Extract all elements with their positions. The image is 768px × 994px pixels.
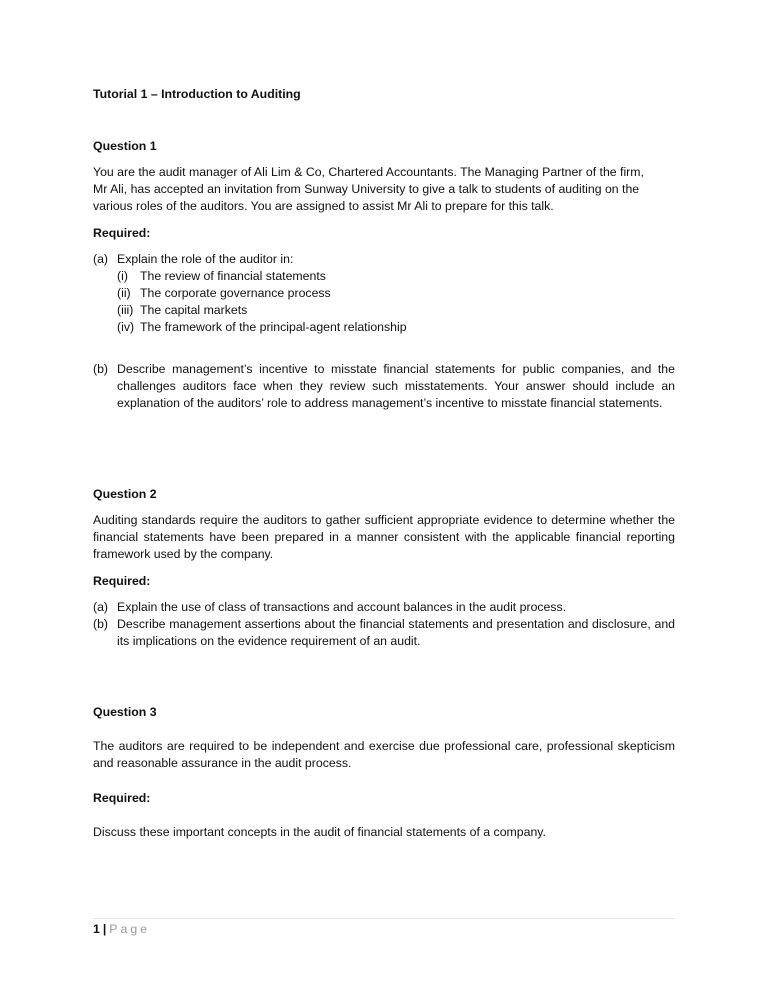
subpart-iv-text: The framework of the principal-agent relationship [140,320,407,334]
question-2-part-a-label: (a) [93,600,109,614]
question-3-task: Discuss these important concepts in the audit of financial statements of a company. [93,825,546,839]
question-1-intro-line-3: various roles of the auditors. You are assigned to assist Mr Ali to prepare for this talk. [93,199,554,213]
page-label: Page [109,922,151,936]
question-1-intro-line-2: Mr Ali, has accepted an invitation from Sunway University to give a talk to students of auditing on the [93,182,640,196]
subpart-iii-label: (iii) [117,303,134,317]
footer-separator: | [102,922,107,936]
question-2-heading: Question 2 [93,487,157,501]
subpart-iv-label: (iv) [117,320,135,334]
question-2-part-b-text: Describe management assertions about the financial statements and presentation and disclosure, and its implications on the evidence requirement of an audit. [117,617,675,648]
question-1-part-a-label: (a) [93,252,109,266]
question-1-required-label: Required: [93,226,151,240]
question-2-part-a-text: Explain the use of class of transactions and account balances in the audit process. [117,600,567,614]
question-2-intro: Auditing standards require the auditors to gather sufficient appropriate evidence to determine whether the financial statements have been prepared in a manner consistent with the applicable financial reporting framework used by the company. [93,513,675,561]
question-3-required-label: Required: [93,791,151,805]
question-1-heading: Question 1 [93,139,157,153]
footer-divider [93,918,675,919]
question-3-intro: The auditors are required to be independent and exercise due professional care, professional skepticism and reasonable assurance in the audit process. [93,739,675,770]
subpart-ii-label: (ii) [117,286,131,300]
subpart-ii-text: The corporate governance process [140,286,331,300]
page-number: 1 [93,922,100,936]
question-3-heading: Question 3 [93,705,157,719]
question-2-required-label: Required: [93,574,151,588]
question-1-intro-line-1: You are the audit manager of Ali Lim & Co, Chartered Accountants. The Managing Partner of the firm, [93,165,644,179]
subpart-iii-text: The capital markets [140,303,248,317]
question-1-part-b-text: Describe management’s incentive to misstate financial statements for public companies, and the challenges auditors face when they review such misstatements. Your answer should include an explanation of the auditors’ role to address management’s incentive to misstate financial statements. [117,362,675,410]
subpart-i-label: (i) [117,269,128,283]
question-1-part-a-text: Explain the role of the auditor in: [117,252,294,266]
page-footer [93,921,150,938]
question-1-part-b-label: (b) [93,362,109,376]
question-2-part-b-label: (b) [93,617,109,631]
document-title: Tutorial 1 – Introduction to Auditing [93,87,301,101]
subpart-i-text: The review of financial statements [140,269,326,283]
